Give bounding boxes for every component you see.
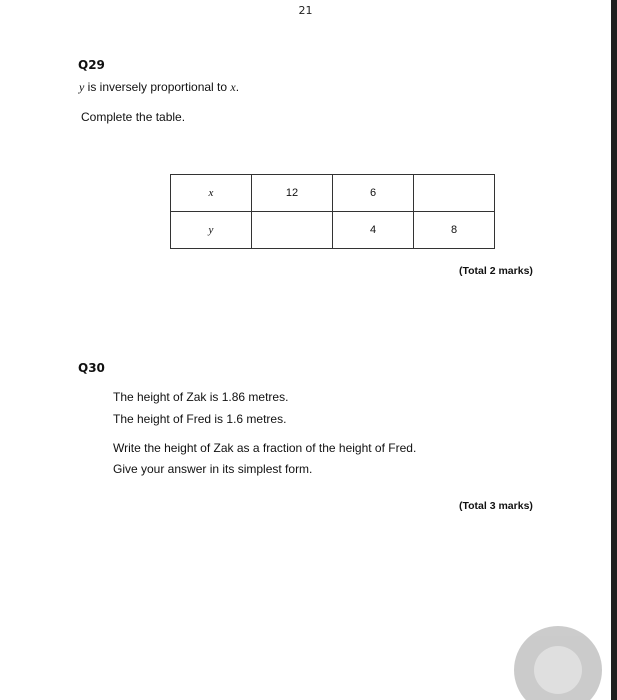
q29-statement-end: . <box>235 80 240 94</box>
question-30-label: Q30 <box>78 361 105 375</box>
viewer-edge <box>611 0 617 700</box>
q30-total-marks: (Total 3 marks) <box>459 500 533 512</box>
q29-statement <box>79 80 239 95</box>
q30-line-2: The height of Fred is 1.6 metres. <box>113 412 287 426</box>
variable-x: x <box>230 80 236 94</box>
q29-statement-text: is inversely proportional to <box>84 80 231 94</box>
table-cell-y-2: 4 <box>333 212 414 249</box>
table-row-x <box>171 175 495 212</box>
q29-instruction: Complete the table. <box>81 110 186 124</box>
q30-line-3: Write the height of Zak as a fraction of the height of Fred. <box>113 441 417 455</box>
table-cell-x-3 <box>414 175 495 212</box>
q29-total-marks: (Total 2 marks) <box>459 265 533 277</box>
table-header-y: y <box>171 212 252 249</box>
table-cell-y-3: 8 <box>414 212 495 249</box>
page-number: 21 <box>298 4 313 17</box>
table-cell-x-2: 6 <box>333 175 414 212</box>
table-cell-y-1 <box>252 212 333 249</box>
table-header-x: x <box>171 175 252 212</box>
circle-icon <box>534 646 582 694</box>
table-cell-x-1: 12 <box>252 175 333 212</box>
proportion-table <box>170 174 495 249</box>
variable-y: y <box>79 80 85 94</box>
question-29-label: Q29 <box>78 58 105 72</box>
q30-line-1: The height of Zak is 1.86 metres. <box>113 390 289 404</box>
table-row-y <box>171 212 495 249</box>
q30-line-4: Give your answer in its simplest form. <box>113 462 313 476</box>
